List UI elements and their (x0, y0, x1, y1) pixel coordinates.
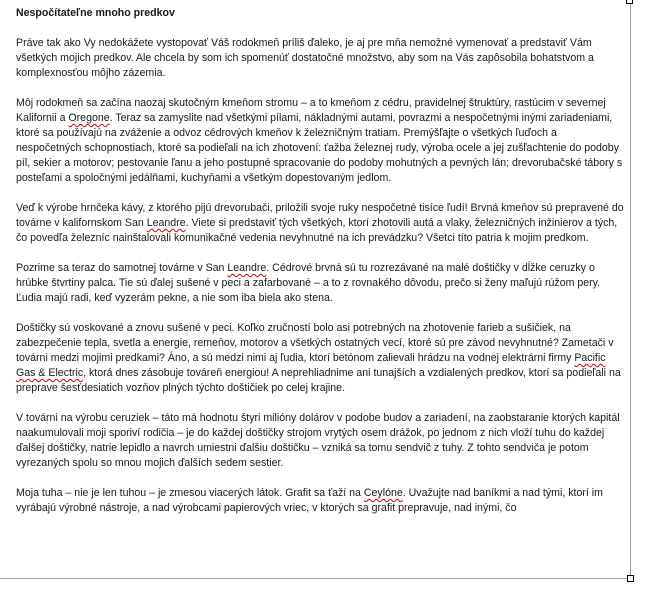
misspelled-word[interactable]: Leandre (227, 262, 267, 274)
paragraph (16, 261, 624, 306)
text-segment: . Uvažujte nad baníkmi a nad tými, ktorí im vyrábajú výrobné nástroje, a nad výrobcami papierových vriec, v ktorých sa grafit prepravuje, nad inými, čo (16, 487, 603, 514)
misspelled-word[interactable]: Pacific Gas & Electric (16, 352, 606, 379)
text-segment: , ktorá dnes zásobuje továreň energiou! A neprehliadnime ani tunajších a vzdialených predkov, ktorí sa podieľali na preprave šesťdesiatich vozňov plných týchto doštičiek po celej krajine. (16, 367, 621, 394)
paragraph (16, 96, 624, 186)
misspelled-word[interactable]: Ceylóne (363, 487, 403, 499)
paragraph-list (16, 36, 624, 516)
text-segment: Doštičky sú voskované a znovu sušené v peci. Koľko zručností bolo asi potrebných na zhotovenie farieb a sušičiek, na zabezpečenie tepla, svetla a energie, remeňov, motorov a všetkých ostatných vecí, ktoré sú pre závod nevyhnutné? Zametači v továrni medzi mojimi predkami? Áno, a sú medzi nimi aj ľudia, ktorí betónom zalievali hrádzu na vodnej elektrárni firmy (16, 322, 614, 364)
text-segment: Pozrime sa teraz do samotnej továrne v San (16, 262, 228, 274)
document-title: Nespočítateľne mnoho predkov (16, 7, 175, 19)
misspelled-word[interactable]: Oregone (68, 112, 110, 124)
text-segment: Práve tak ako Vy nedokážete vystopovať Váš rodokmeň príliš ďaleko, je aj pre mňa nemožné vymenovať a predstaviť Vám všetkých mojich predkov. Ale chcela by som ich spomenúť dostatočné množstvo, aby som na Vás zapôsobila bohatstvom a komplexnosťou môjho zázemia. (16, 37, 594, 79)
resize-handle-top-right[interactable] (626, 0, 633, 4)
paragraph (16, 201, 624, 246)
text-segment: . Cédrové brvná sú tu rozrezávané na malé doštičky v dĺžke ceruzky o hrúbke štvrtiny palca. Tie sú ďalej sušené v peci a zafarbované – a to z rovnakého dôvodu, prečo si ženy maľujú rúžom pery. Ľudia majú radi, keď vyzerám pekne, a nie som iba biela ako stena. (16, 262, 601, 304)
paragraph (16, 411, 624, 471)
text-segment: Veď k výrobe hrnčeka kávy, z ktorého pijú drevorubači, priložili svoje ruky nespočetné tisíce ľudí! Brvná kmeňov sú prepravené do továrne v kalifornskom San (16, 202, 624, 229)
paragraph (16, 486, 624, 516)
text-segment: . Viete si predstaviť tých všetkých, ktorí zhotovili autá a vlaky, železničných inžinierov a tých, čo povedľa železníc nainštalovali komunikačné vedenia nevyhnutné na ich prevádzku? Všetci títo patria k mojim predkom. (16, 217, 618, 244)
text-segment: V továrni na výrobu ceruziek – táto má hodnotu štyri milióny dolárov v podobe budov a zariadení, na zaobstaranie ktorých kapitál naakumulovali moji sporiví rodičia – je do každej doštičky strojom vrytých osem drážok, po jednom z nich vloží tuhu do každej ďalšej doštičky, natrie lepidlo a navrch umiestni ďalšiu doštičku – vzniká sa tomu sendvič z tuhy. Z tohto sendviča je potom vyrezaných spolu so mnou mojich ďalších sedem sestier. (16, 412, 620, 469)
resize-handle-bottom-right[interactable] (627, 575, 634, 582)
text-segment: . Teraz sa zamyslite nad všetkými pílami, nákladnými autami, povrazmi a nespočetnými inými zariadeniami, ktoré sa používajú na zváženie a odvoz cédrových kmeňov k železničným tratiam. Premýšľajte o všetkých ľuďoch a nespočetných schopnostiach, ktoré sa podieľali na ich zhotovení: ťažba železnej rudy, výroba ocele a jej zušľachtenie do podoby píl, sekier a motorov; pestovanie ľanu a jeho postupné spracovanie do podoby mohutných a pevných lán; drevorubačské tábory s posteľami a spoločnými jedálňami, kuchyňami a všetkým dopestovaným jedlom. (16, 112, 623, 184)
text-segment: Moja tuha – nie je len tuhou – je zmesou viacerých látok. Grafit sa ťaží na (16, 487, 364, 499)
text-segment: Môj rodokmeň sa začína naozaj skutočným kmeňom stromu – a to kmeňom z cédru, pravidelnej štruktúry, rastúcim v severnej Kalifornii a (16, 97, 606, 124)
document-body[interactable] (16, 6, 624, 531)
paragraph (16, 321, 624, 396)
paragraph (16, 36, 624, 81)
misspelled-word[interactable]: Leandre (146, 217, 186, 229)
